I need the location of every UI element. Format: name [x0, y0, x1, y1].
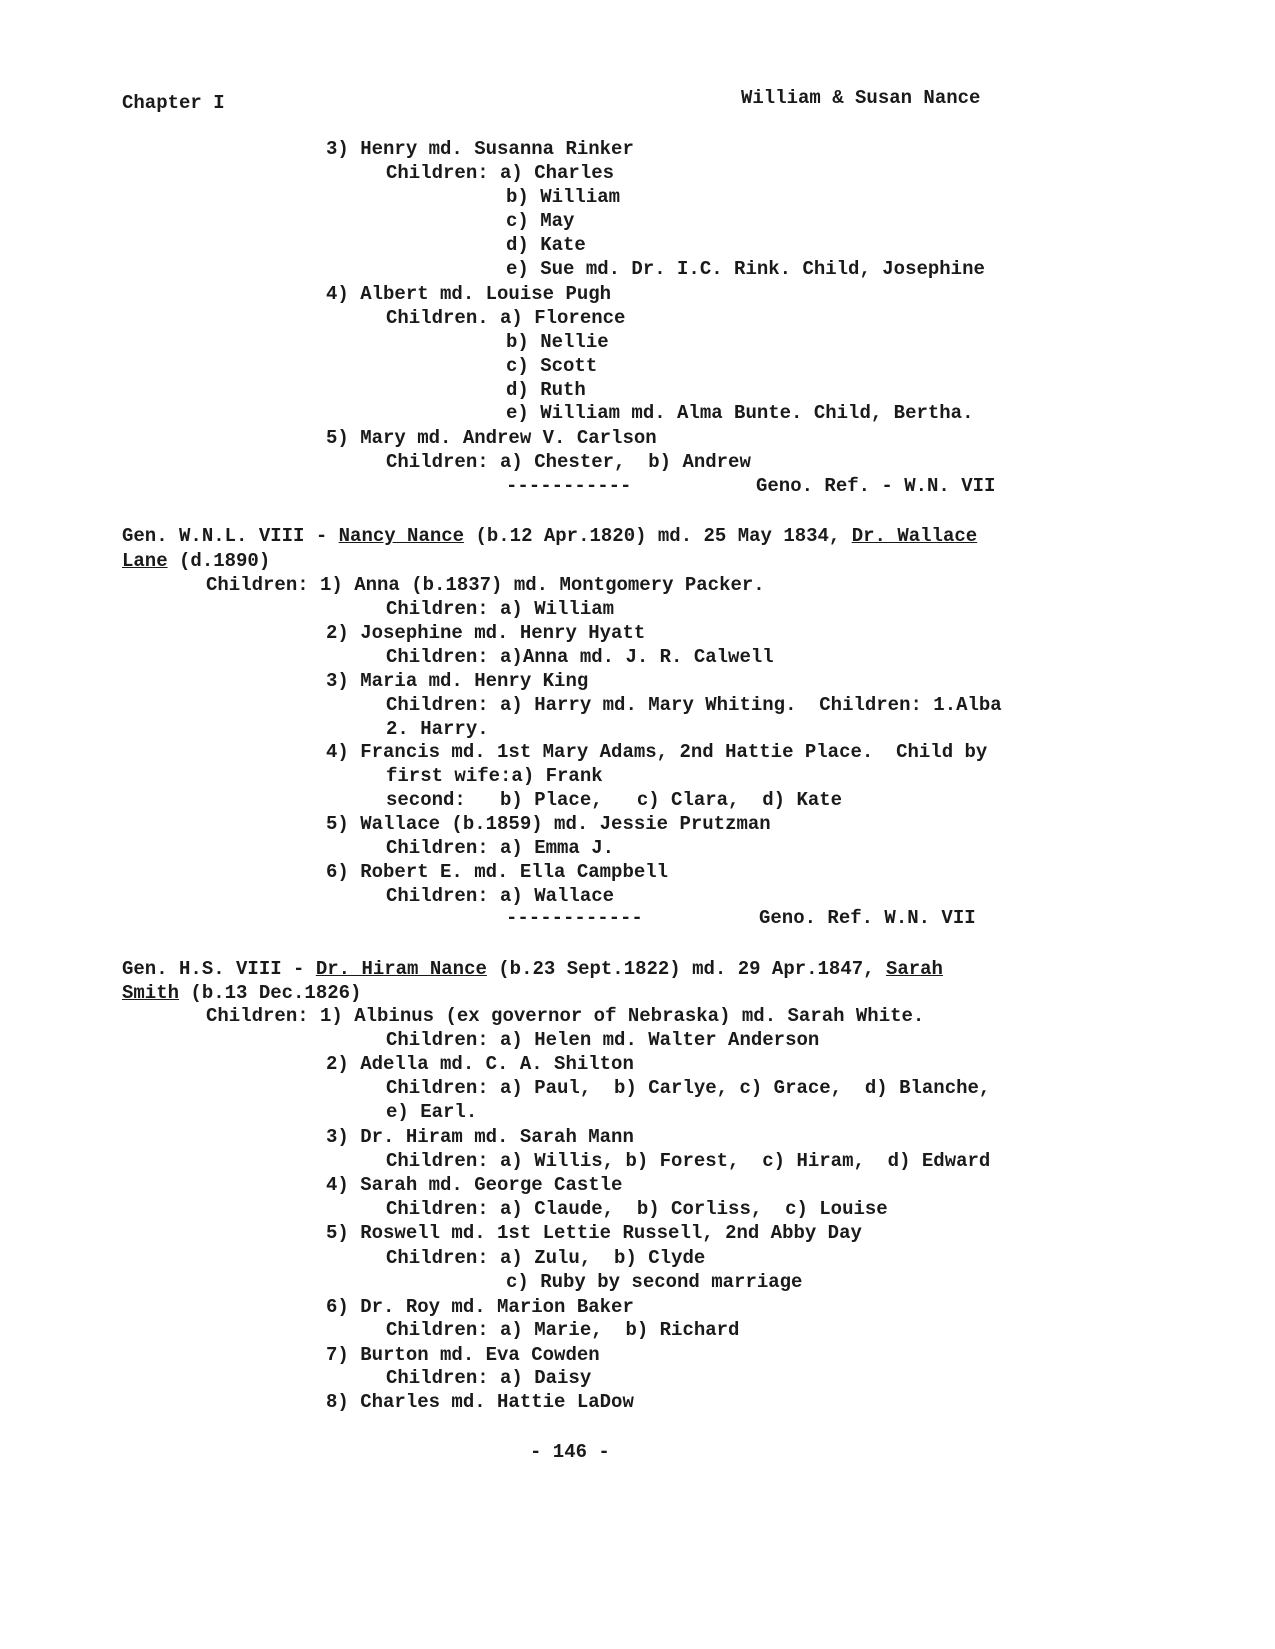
family-heading: William & Susan Nance [741, 87, 981, 109]
generation-heading-cont [122, 549, 270, 573]
entry-line: 7) Burton md. Eva Cowden [326, 1344, 600, 1366]
geno-reference: Geno. Ref. W.N. VII [759, 907, 976, 929]
entry-line: Children: a) Zulu, b) Clyde [386, 1247, 706, 1269]
entry-line: Children. a) Florence [386, 307, 626, 329]
chapter-label: Chapter I [122, 92, 225, 114]
entry-line: 3) Maria md. Henry King [326, 670, 589, 692]
entry-line: 4) Sarah md. George Castle [326, 1174, 623, 1196]
entry-line: 4) Albert md. Louise Pugh [326, 283, 612, 305]
entry-line: Children: a) Helen md. Walter Anderson [386, 1029, 820, 1051]
entry-line: b) Nellie [506, 331, 609, 353]
entry-line: Children: a) Willis, b) Forest, c) Hiram, d) Edward [386, 1150, 991, 1172]
heading-prefix: Gen. H.S. VIII - [122, 958, 316, 980]
entry-line: d) Ruth [506, 379, 586, 401]
entry-line: c) Scott [506, 355, 598, 377]
entry-line: Children: a) Charles [386, 162, 615, 184]
entry-line: Children: a)Anna md. J. R. Calwell [386, 646, 774, 668]
entry-line: d) Kate [506, 234, 586, 256]
entry-line: Children: a) Daisy [386, 1367, 592, 1389]
spouse-surname: Smith [122, 982, 180, 1004]
entry-line: e) William md. Alma Bunte. Child, Bertha. [506, 402, 974, 424]
entry-line: Children: a) Wallace [386, 885, 615, 907]
entry-line: 5) Roswell md. 1st Lettie Russell, 2nd Abby Day [326, 1222, 862, 1244]
entry-line: 6) Robert E. md. Ella Campbell [326, 861, 669, 883]
heading-dates: (b.12 Apr.1820) md. 25 May 1834, [464, 525, 852, 547]
entry-line: 2. Harry. [386, 718, 489, 740]
person-name: Nancy Nance [338, 525, 465, 547]
entry-line: e) Sue md. Dr. I.C. Rink. Child, Josephine [506, 258, 985, 280]
entry-line: first wife:a) Frank [386, 765, 603, 787]
entry-line: Children: 1) Albinus (ex governor of Nebraska) md. Sarah White. [206, 1005, 925, 1027]
heading-prefix: Gen. W.N.L. VIII - [122, 525, 339, 547]
entry-line: 4) Francis md. 1st Mary Adams, 2nd Hattie Place. Child by [326, 741, 988, 763]
spouse-name: Sarah [885, 958, 943, 980]
spouse-dates: (b.13 Dec.1826) [179, 982, 362, 1004]
person-name: Dr. Hiram Nance [315, 958, 487, 980]
entry-line: Children: 1) Anna (b.1837) md. Montgomery Packer. [206, 574, 765, 596]
entry-line: Children: a) Paul, b) Carlye, c) Grace, d) Blanche, [386, 1077, 991, 1099]
spouse-dates: (d.1890) [167, 550, 271, 572]
spouse-name: Dr. Wallace [851, 525, 978, 547]
entry-line: Children: a) Emma J. [386, 837, 615, 859]
separator-rule: ------------ [506, 907, 643, 929]
entry-line: b) William [506, 186, 621, 208]
generation-heading [122, 524, 977, 548]
generation-heading [122, 957, 943, 981]
entry-line: second: b) Place, c) Clara, d) Kate [386, 789, 843, 811]
entry-line: 2) Josephine md. Henry Hyatt [326, 622, 646, 644]
entry-line: Children: a) William [386, 598, 615, 620]
entry-line: Children: a) Claude, b) Corliss, c) Louise [386, 1198, 888, 1220]
page-number: - 146 - [530, 1441, 610, 1463]
entry-line: 5) Mary md. Andrew V. Carlson [326, 427, 657, 449]
entry-line: e) Earl. [386, 1101, 478, 1123]
entry-line: c) May [506, 210, 575, 232]
entry-line: 6) Dr. Roy md. Marion Baker [326, 1296, 634, 1318]
entry-line: 8) Charles md. Hattie LaDow [326, 1391, 634, 1413]
entry-line: Children: a) Chester, b) Andrew [386, 451, 751, 473]
generation-heading-cont [122, 981, 361, 1005]
heading-dates: (b.23 Sept.1822) md. 29 Apr.1847, [486, 958, 886, 980]
entry-line: Children: a) Harry md. Mary Whiting. Children: 1.Alba [386, 694, 1002, 716]
entry-line: 3) Henry md. Susanna Rinker [326, 138, 634, 160]
entry-line: 3) Dr. Hiram md. Sarah Mann [326, 1126, 634, 1148]
entry-line: 5) Wallace (b.1859) md. Jessie Prutzman [326, 813, 771, 835]
geno-reference: Geno. Ref. - W.N. VII [756, 475, 996, 497]
entry-line: 2) Adella md. C. A. Shilton [326, 1053, 634, 1075]
entry-line: Children: a) Marie, b) Richard [386, 1319, 740, 1341]
entry-line: c) Ruby by second marriage [506, 1271, 803, 1293]
separator-rule: ----------- [506, 475, 632, 497]
spouse-surname: Lane [122, 550, 168, 572]
